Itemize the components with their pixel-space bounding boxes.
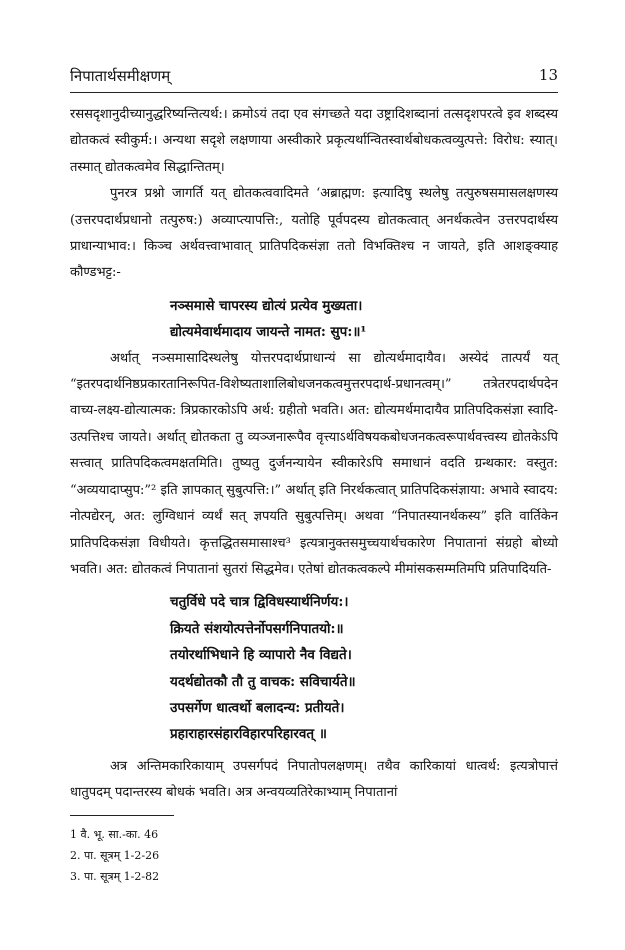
verse-line: क्रियते संशयोत्पत्तेर्नोपसर्गनिपातयो:॥: [170, 620, 344, 637]
verse-line: उपसर्गेण धात्वर्थो बलादन्य: प्रतीयते।: [170, 699, 345, 716]
verse-line: प्रहाराहारसंहारविहारपरिहारवत् ॥: [170, 726, 327, 743]
verse-line: यदर्थद्योतकौ तौ तु वाचक: सविचार्यते॥: [170, 673, 356, 690]
paragraph: पुनरत्र प्रश्नो जागर्ति यत् द्योतकत्ववादिमते ‘अब्राह्मण: इत्यादिषु स्थलेषु तत्पुरुषसमासलक्षणस्य (उत्तरपदार्थप्रधानो तत्पुरुष:) अव्याप्त्यापत्ति:, यतोहि पूर्वपदस्य द्योतकत्वात् अनर्थकत्वेन उत्तरपदार्थस्य प्राधान्याभाव:। किञ्च अर्थवत्त्वाभावात् प्रातिपदिकसंज्ञा ततो विभक्तिश्च न जायते, इति आशङ्क्याह कौण्डभट्ट:-: [70, 186, 558, 281]
header-title: निपातार्थसमीक्षणम्: [70, 67, 171, 85]
verse-line: तयोरर्थाभिधाने हि व्यापारो नैव विद्यते।: [170, 647, 352, 664]
footnote: 3. पा. सूत्रम् 1-2-82: [70, 870, 160, 883]
page-number: 13: [538, 66, 558, 84]
page-body: [70, 102, 558, 807]
paragraph: अत्र अन्तिमकारिकायाम् उपसर्गपदं निपातोपलक्षणम्। तथैव कारिकायां धात्वर्थ: इत्यत्रोपात्तं धातुपदम् पदान्तरस्य बोधकं भवति। अत्र अन्वयव्यतिरेकाभ्याम् निपातानां: [70, 758, 558, 801]
paragraph: अर्थात् नञ्समासादिस्थलेषु योत्तरपदार्थप्राधान्यं सा द्योत्यर्थमादायैव। अस्येदं तात्पर्यं यत् “इतरपदार्थनिष्ठप्रकारतानिरूपित-विशेष्यताशालिबोधजनकत्वमुत्तरपदार्थ-प्रधानत्वम्।” तत्रेतरपदार्थपदेन वाच्य-लक्ष्य-द्योत्यात्मक: त्रिप्रकारकोऽपि अर्थ: ग्रहीतो भवति। अत: द्योत्यमर्थमादायैव प्रातिपदिकसंज्ञा स्वादि-उत्पत्तिश्च जायते। अर्थात् द्योतकता तु व्यञ्जनारूपैव वृत्त्याऽर्थविषयकबोधजनकत्वरूपार्थवत्त्वस्य द्योतकेऽपि सत्त्वात् प्रातिपदिकत्वमक्षतमिति। तुष्यतु दुर्जनन्यायेन स्वीकारेऽपि समाधानं वदति ग्रन्थकार: वस्तुत: “अव्ययादाप्सुप:”² इति ज्ञापकात् सुबुत्पत्ति:।” अर्थात् इति निरर्थकत्वात् प्रातिपदिकसंज्ञाया: अभावे स्वादय: नोत्पद्येरन्, अत: लुग्विधानं व्यर्थं सत् ज्ञपयति सुबुत्पत्तिम्। अथवा “निपातस्यानर्थकस्य” इति वार्तिकेन प्रातिपदिकसंज्ञा विधीयते। कृत्तद्धितसमासाश्च³ इत्यत्रानुक्तसमुच्चयार्थचकारेण निपातानां संग्रहो बोध्यो भवति। अत: द्योतकत्वं निपातानां सुतरां सिद्धमेव। एतेषां द्योतकत्वकल्पे मीमांसकसम्मतिमपि प्रतिपादियति-: [70, 350, 558, 577]
running-header: [70, 66, 558, 90]
verse-line: नञ्समासे चापरस्य द्योत्यं प्रत्येव मुख्यता।: [170, 297, 363, 314]
paragraph: रससदृशानुदीच्यानुद्धरिष्यन्तित्यर्थ:। क्रमोऽयं तदा एव संगच्छते यदा उष्ट्रादिशब्दानां तत्सदृशपरत्वे इव शब्दस्य द्योतकत्वं स्वीकुर्म:। अन्यथा सदृशे लक्षणाया अस्वीकारे प्रकृत्यर्थान्वितस्वार्थबोधकत्वव्युत्पत्ते: विरोध: स्यात्। तस्मात् द्योतकत्वमेव सिद्धान्तितम्।: [70, 107, 558, 175]
verse-line: द्योत्यमेवार्थमादाय जायन्ते नामत: सुप:॥¹: [170, 324, 367, 341]
verse-line: चतुर्विधे पदे चात्र द्विविधस्यार्थनिर्णय:।: [170, 594, 349, 611]
footnote: 2. पा. सूत्रम् 1-2-26: [70, 849, 160, 862]
verse-block: [70, 589, 558, 747]
footnote-rule: [70, 815, 174, 816]
header-rule: [70, 92, 558, 93]
footnotes: [70, 824, 370, 887]
verse-block: [70, 293, 558, 346]
footnote: 1 वै. भू. सा.-का. 46: [70, 828, 159, 841]
